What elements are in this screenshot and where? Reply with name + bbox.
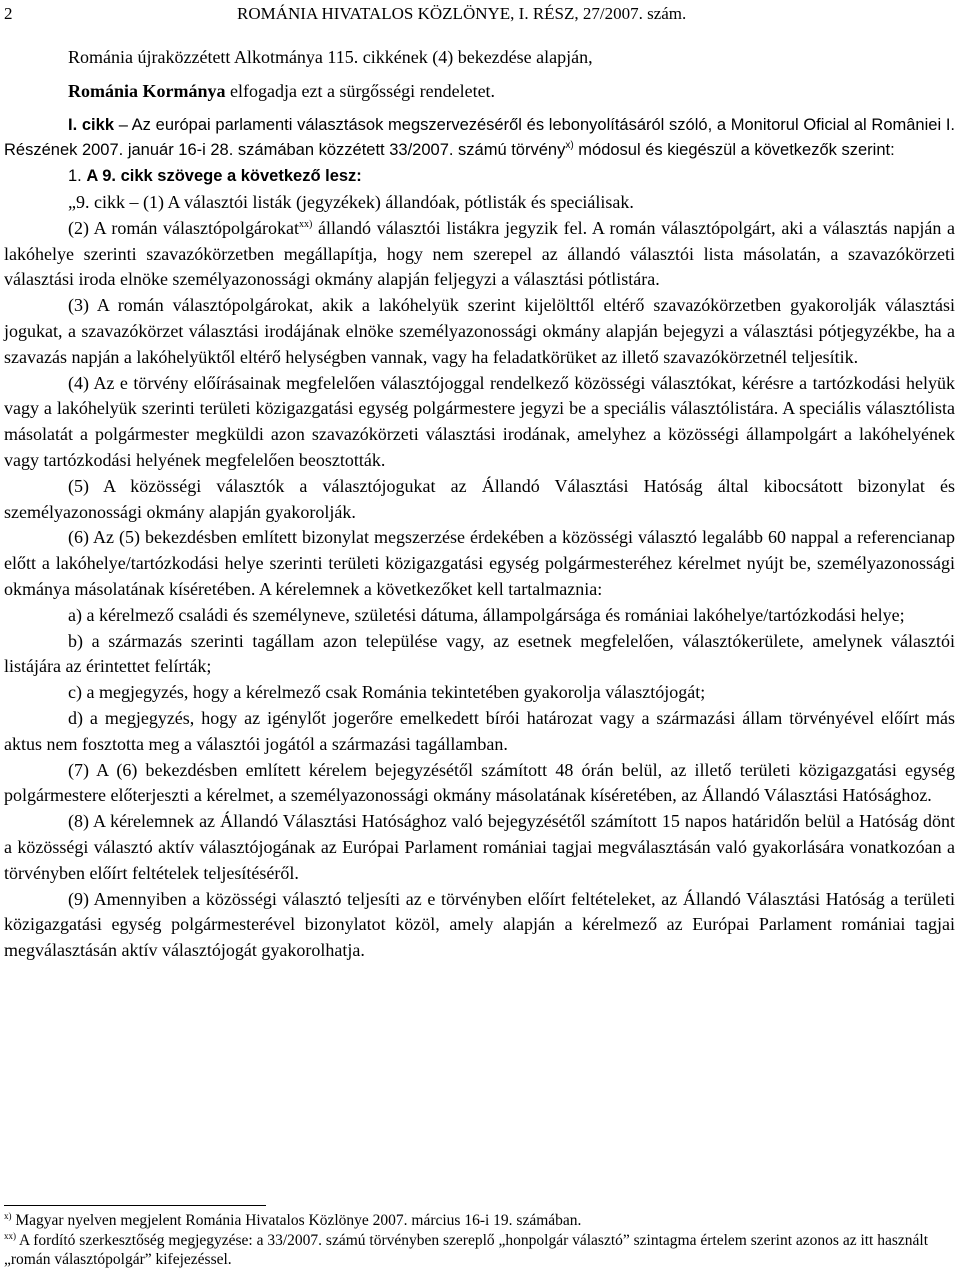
article-1-text: – Az európai parlamenti választások megszervezéséről és lebonyolításáról szóló, a Monitorul Oficial al României I. Részének 2007. január 16-i 28. számában közzétett 33/2007. számú törvény	[4, 115, 955, 160]
article-1-intro	[4, 113, 955, 165]
article-9-paragraph-4: (4) Az e törvény előírásainak megfelelően választójoggal rendelkező közösségi választókat, kérésre a tartózkodási helyük vagy a lakóhelyük szerinti területi közigazgatási egység polgármestere jegyzi be a speciális választólistára. A speciális választólista másolatát a polgármester megküldi azon szavazókörzeti választási irodának, amelyhez a közösségi állampolgárt a lakóhelyének vagy tartózkodási helyének megfelelően beosztották.	[4, 372, 955, 470]
paragraph-2-start: (2) A román választópolgárokat	[68, 217, 299, 238]
list-item-d: d) a megjegyzés, hogy az igénylőt jogerőre emelkedett bírói határozat vagy a származási állam törvényével előírt más aktus nem fosztotta meg a választói jogától a származási tagállamban.	[4, 707, 955, 754]
preamble-line-2-rest: elfogadja ezt a sürgősségi rendeletet.	[225, 80, 496, 101]
point-1-prefix: 1.	[68, 167, 87, 186]
list-item-a: a) a kérelmező családi és személyneve, születési dátuma, állampolgársága és romániai lakóhelye/tartózkodási helye;	[68, 604, 905, 625]
footnote-2-text: A fordító szerkesztőség megjegyzése: a 33/2007. számú törvényben szereplő „honpolgár választó” szintagma értelem szerint azonos az itt használt „román választópolgár” kifejezéssel.	[4, 1231, 929, 1268]
article-1-text-end: módosul és kiegészül a következők szerint:	[573, 141, 895, 160]
footnote-2	[4, 1231, 955, 1270]
article-9-paragraph-6: (6) Az (5) bekezdésben említett bizonylat megszerzése érdekében a közösségi választó legalább 60 nappal a referencianap előtt a lakóhelye/tartózkodási helye szerinti területi közigazgatási egység polgármesteréhez kérelmet nyújt be, személyazonossági okmánya másolatának kíséretében. A kérelemnek a következőket kell tartalmaznia:	[4, 527, 955, 599]
article-9-paragraph-9: (9) Amennyiben a közösségi választó teljesíti az e törvényben előírt feltételeket, az Állandó Választási Hatóság a területi közigazgatási egység polgármesterével bizonylatot közöl, amely alapján a kérelmező az Európai Parlament romániai tagjai megválasztásán aktív választójogát gyakorolhatja.	[4, 888, 955, 961]
preamble-line-1: Románia újraközzétett Alkotmánya 115. cikkének (4) bekezdése alapján,	[68, 47, 593, 67]
article-9-paragraph-5: (5) A közösségi választók a választójogukat az Állandó Választási Hatóság által kibocsátott bizonylat és személyazonossági okmány alapján gyakorolják.	[4, 475, 955, 522]
footnote-1-mark: x)	[4, 1211, 12, 1221]
footnote-1-text: Magyar nyelven megjelent Románia Hivatalos Közlönye 2007. március 16-i 19. számában.	[11, 1212, 582, 1229]
article-9-paragraph-7: (7) A (6) bekezdésben említett kérelem bejegyzésétől számított 48 órán belül, az illető területi közigazgatási egység polgármestere előterjeszti a kérelmet, a személyazonossági okmány másolatának kíséretében, az Állandó Választási Hatósághoz.	[4, 759, 955, 806]
footnote-ref-xx: xx)	[299, 218, 313, 230]
point-1-heading: A 9. cikk szövege a következő lesz:	[86, 167, 362, 186]
list-item-c: c) a megjegyzés, hogy a kérelmező csak Románia tekintetében gyakorolja választójogát;	[68, 682, 706, 703]
list-item-b: b) a származás szerinti tagállam azon települése vagy, az esetnek megfelelően, választókerülete, amelynek választói listájára az érintettet felírták;	[4, 630, 955, 677]
article-9-paragraph-1: „9. cikk – (1) A választói listák (jegyzékek) állandóak, pótlisták és speciálisak.	[68, 191, 634, 212]
preamble-line-2	[4, 79, 955, 105]
page-number: 2	[4, 4, 13, 23]
article-9-paragraph-3: (3) A román választópolgárokat, akik a lakóhelyük szerint kijelölttől eltérő szavazókörzetben gyakorolják választási jogukat, a szavazókörzet választási irodájának elnöke személyazonossági okmány alapján bejegyzi a választási pótjegyzékbe, ha a szavazás napján a lakóhelyüktől eltérő helységben vannak, vagy ha feladatkörüket az illető szavazókörzetnél teljesítik.	[4, 295, 955, 367]
point-1	[4, 164, 955, 190]
footnote-divider	[4, 1205, 266, 1206]
article-1-label: I. cikk	[68, 115, 114, 134]
footnote-ref-x: x)	[565, 140, 574, 152]
article-9-paragraph-2	[4, 216, 955, 293]
gazette-title: ROMÁNIA HIVATALOS KÖZLÖNYE, I. RÉSZ, 27/2007. szám.	[237, 4, 687, 23]
government-name: Románia Kormánya	[68, 80, 226, 101]
paragraph-2-rest: állandó választói listákra jegyzik fel. A román választópolgárt, aki a választás napján a lakóhelye szerinti szavazókörzetben megállapítja, hogy nem szerepel az állandó választói lista másolatán, a szavazókörzeti választási iroda elnöke személyazonossági okmány alapján feljegyzi a választási pótlistára.	[4, 217, 956, 290]
document-body	[4, 45, 955, 964]
footnote-1	[4, 1211, 955, 1231]
article-9-paragraph-8: (8) A kérelemnek az Állandó Választási Hatósághoz való bejegyzésétől számított 15 napos határidőn belül a Hatóság dönt a közösségi választó aktív választójogának az Európai Parlament romániai tagjai megválasztásán való gyakorlására vonatkozóan a törvényben előírt feltételek teljesítéséről.	[4, 811, 955, 883]
footnotes	[4, 1211, 955, 1270]
footnote-2-mark: xx)	[4, 1230, 16, 1241]
